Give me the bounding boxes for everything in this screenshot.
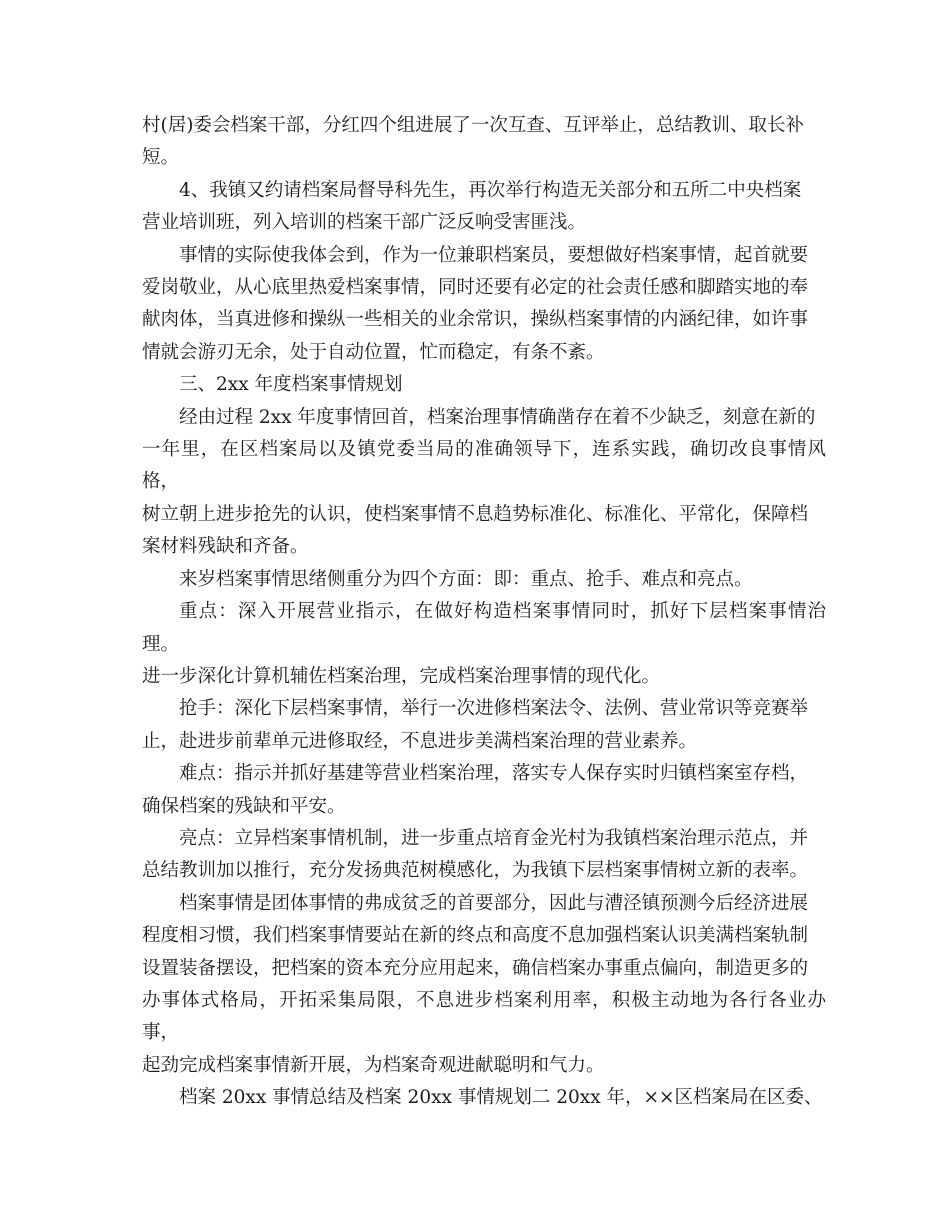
- paragraph-four-aspects: 来岁档案事情思绪侧重分为四个方面：即：重点、抢手、难点和亮点。: [179, 568, 753, 590]
- paragraph-difficulty: 难点：指示并抓好基建等营业档案治理，落实专人保存实时归镇档案室存档， 确保档案的残缺和平安。: [142, 763, 809, 817]
- paragraph-key-point: 重点：深入开展营业指示，在做好构造档案事情同时，抓好下层档案事情治理。 进一步深化计算机辅佐档案治理，完成档案治理事情的现代化。: [142, 601, 826, 687]
- section-heading-plan: 三、2xx 年度档案事情规划: [179, 374, 403, 396]
- document-body: [142, 110, 826, 1115]
- paragraph-training: 4、我镇又约请档案局督导科先生，再次举行构造无关部分和五所二中央档案 营业培训班，列入培训的档案干部广泛反响受害匪浅。: [142, 179, 802, 234]
- paragraph-next-document: 档案 20xx 事情总结及档案 20xx 事情规划二 20xx 年，××区档案局在区委、: [179, 1087, 823, 1109]
- paragraph-experience: 事情的实际使我体会到，作为一位兼职档案员，要想做好档案事情，起首就要 爱岗敬业，从心底里热爱档案事情，同时还要有必定的社会责任感和脚踏实地的奉 献肉体，当真进修和操纵一些相关的业余常识，操纵档案事情的内涵纪律，如许事 情就会游刃无余，处于自动位置，忙而稳定，有条不紊。: [142, 244, 809, 363]
- paragraph-highlight: 亮点：立异档案事情机制，进一步重点培育金光村为我镇档案治理示范点，并 总结教训加以推行，充分发扬典范树模感化，为我镇下层档案事情树立新的表率。: [142, 827, 809, 882]
- paragraph-review: 经由过程 2xx 年度事情回首，档案治理事情确凿存在着不少缺乏，刻意在新的 一年里，在区档案局以及镇党委当局的准确领导下，连系实践，确切改良事情风格， 树立朝上进步抢先的认识，使档案事情不息趋势标准化、标准化、平常化，保障档 案材料残缺和齐备。: [142, 406, 826, 558]
- paragraph-conclusion: 档案事情是团体事情的弗成贫乏的首要部分，因此与漕泾镇预测今后经济进展 程度相习惯，我们档案事情要站在新的终点和高度不息加强档案认识美满档案轨制 设置装备摆设，把档案的资本充分应用起来，确信档案办事重点偏向，制造更多的 办事体式格局，开拓采集局限，不息进步档案利用率，积极主动地为各行各业办事， 起劲完成档案事情新开展，为档案奇观进献聪明和气力。: [142, 892, 826, 1076]
- paragraph-continuation: 村(居)委会档案干部，分红四个组进展了一次互查、互评举止，总结教训、取长补 短。: [142, 115, 804, 169]
- paragraph-hot-point: 抢手：深化下层档案事情，举行一次进修档案法令、法例、营业常识等竞赛举 止，赴进步前辈单元进修取经，不息进步美满档案治理的营业素养。: [142, 698, 809, 752]
